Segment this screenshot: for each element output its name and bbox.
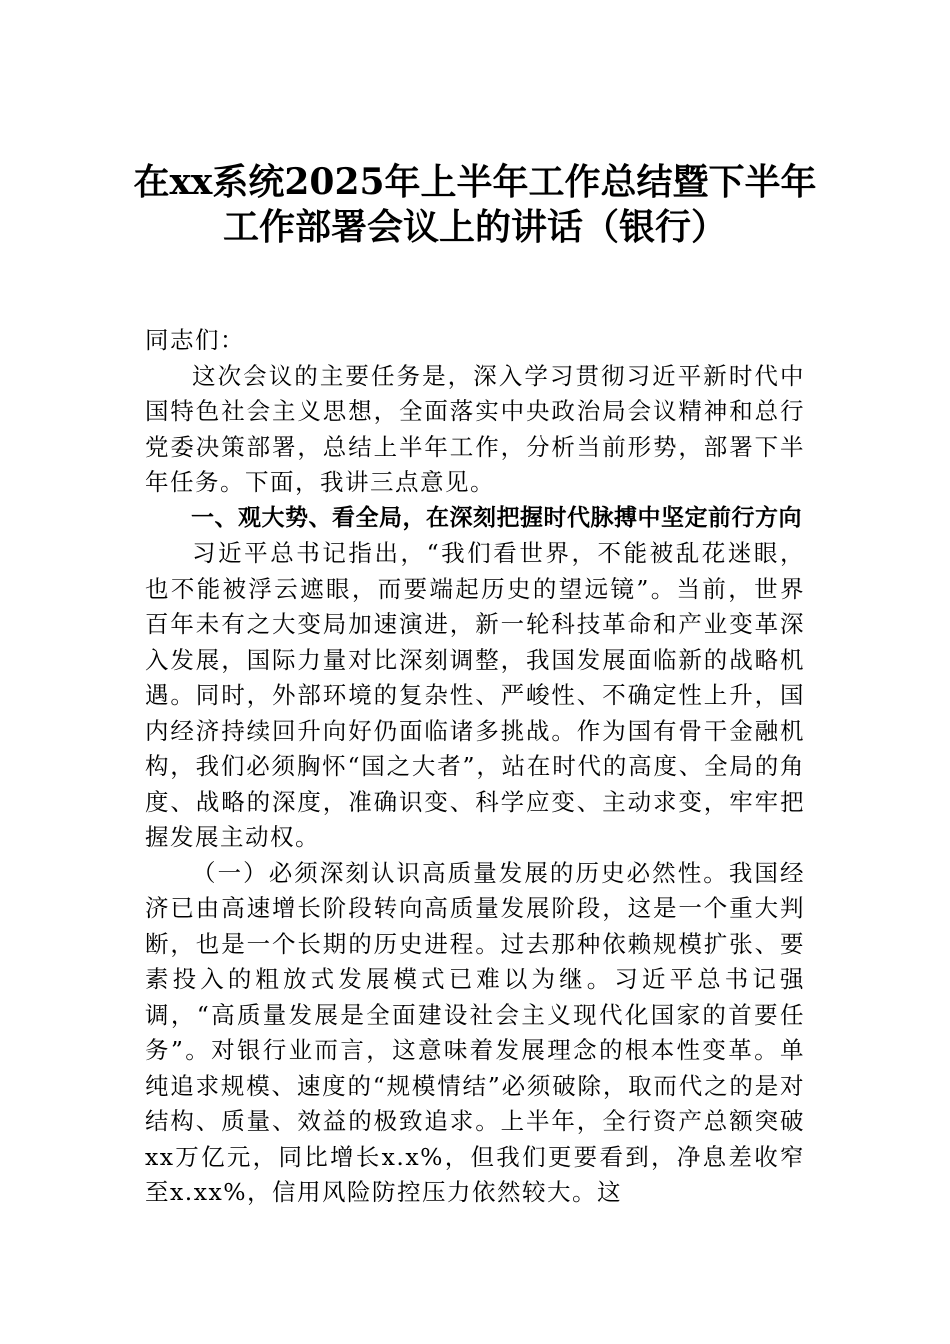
document-title-line-1: 在xx系统2025年上半年工作总结暨下半年: [133, 161, 817, 203]
salutation: 同志们：: [145, 326, 245, 354]
document-title-line-2: 工作部署会议上的讲话（银行）: [222, 206, 727, 248]
intro-paragraph: 这次会议的主要任务是，深入学习贯彻习近平新时代中国特色社会主义思想，全面落实中央政治局会议精神和总行党委决策部署，总结上半年工作，分析当前形势，部署下半年任务。下面，我讲三点意见。: [145, 361, 805, 496]
document-body: [145, 323, 805, 1211]
subsection-1-paragraph: （一）必须深刻认识高质量发展的历史必然性。我国经济已由高速增长阶段转向高质量发展阶段，这是一个重大判断，也是一个长期的历史进程。过去那种依赖规模扩张、要素投入的粗放式发展模式已难以为继。习近平总书记强调，“高质量发展是全面建设社会主义现代化国家的首要任务”。对银行业而言，这意味着发展理念的根本性变革。单纯追求规模、速度的“规模情结”必须破除，取而代之的是对结构、质量、效益的极致追求。上半年，全行资产总额突破xx万亿元，同比增长x.x%，但我们更要看到，净息差收窄至x.xx%，信用风险防控压力依然较大。这: [145, 858, 805, 1206]
section-1-paragraph: 习近平总书记指出，“我们看世界，不能被乱花迷眼，也不能被浮云遮眼，而要端起历史的望远镜”。当前，世界百年未有之大变局加速演进，新一轮科技革命和产业变革深入发展，国际力量对比深刻调整，我国发展面临新的战略机遇。同时，外部环境的复杂性、严峻性、不确定性上升，国内经济持续回升向好仍面临诸多挑战。作为国有骨干金融机构，我们必须胸怀“国之大者”，站在时代的高度、全局的角度、战略的深度，准确识变、科学应变、主动求变，牢牢把握发展主动权。: [145, 539, 805, 851]
section-1-heading: 一、观大势、看全局，在深刻把握时代脉搏中坚定前行方向: [191, 504, 802, 531]
